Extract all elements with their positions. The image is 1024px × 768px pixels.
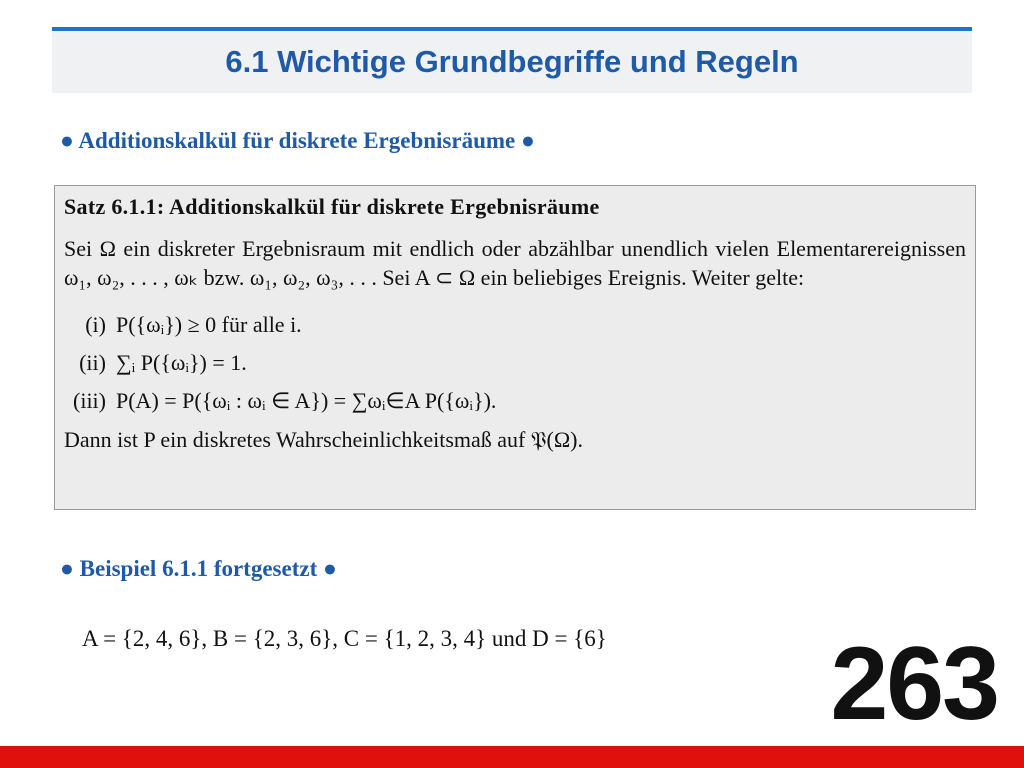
condition-text: P(A) = P({ωᵢ : ωᵢ ∈ A}) = ∑ωᵢ∈A P({ωᵢ}).: [116, 387, 497, 413]
bottom-red-bar: [0, 746, 1024, 768]
title-bar: [52, 27, 972, 93]
slide-title: 6.1 Wichtige Grundbegriffe und Regeln: [225, 44, 799, 79]
condition-item: [64, 343, 966, 381]
theorem-conclusion: Dann ist P ein diskretes Wahrscheinlichkeitsmaß auf 𝔓(Ω).: [64, 427, 584, 452]
condition-label: (i): [85, 311, 106, 337]
section-heading-beispiel: ● Beispiel 6.1.1 fortgesetzt ●: [60, 556, 337, 581]
example-sets: A = {2, 4, 6}, B = {2, 3, 6}, C = {1, 2, 3, 4} und D = {6}: [82, 626, 607, 651]
theorem-heading: Satz 6.1.1: Additionskalkül für diskrete Ergebnisräume: [64, 194, 600, 219]
section-heading-additionskalkuel: ● Additionskalkül für diskrete Ergebnisräume ●: [60, 128, 535, 153]
condition-label: (ii): [79, 349, 106, 375]
theorem-box: [54, 185, 976, 510]
condition-label: (iii): [73, 387, 106, 413]
condition-item: [64, 381, 966, 419]
condition-text: ∑ᵢ P({ωᵢ}) = 1.: [116, 349, 247, 375]
theorem-conditions: [64, 305, 966, 419]
condition-item: [64, 305, 966, 343]
theorem-body: Sei Ω ein diskreter Ergebnisraum mit endlich oder abzählbar unendlich vielen Elementarereignissen ω₁, ω₂, . . . , ωₖ bzw. ω₁, ω₂, ω₃, . . . Sei A ⊂ Ω ein beliebiges Ereignis. Weiter gelte:: [64, 236, 966, 290]
page-number: 263: [830, 626, 998, 742]
condition-text: P({ωᵢ}) ≥ 0 für alle i.: [116, 311, 302, 337]
